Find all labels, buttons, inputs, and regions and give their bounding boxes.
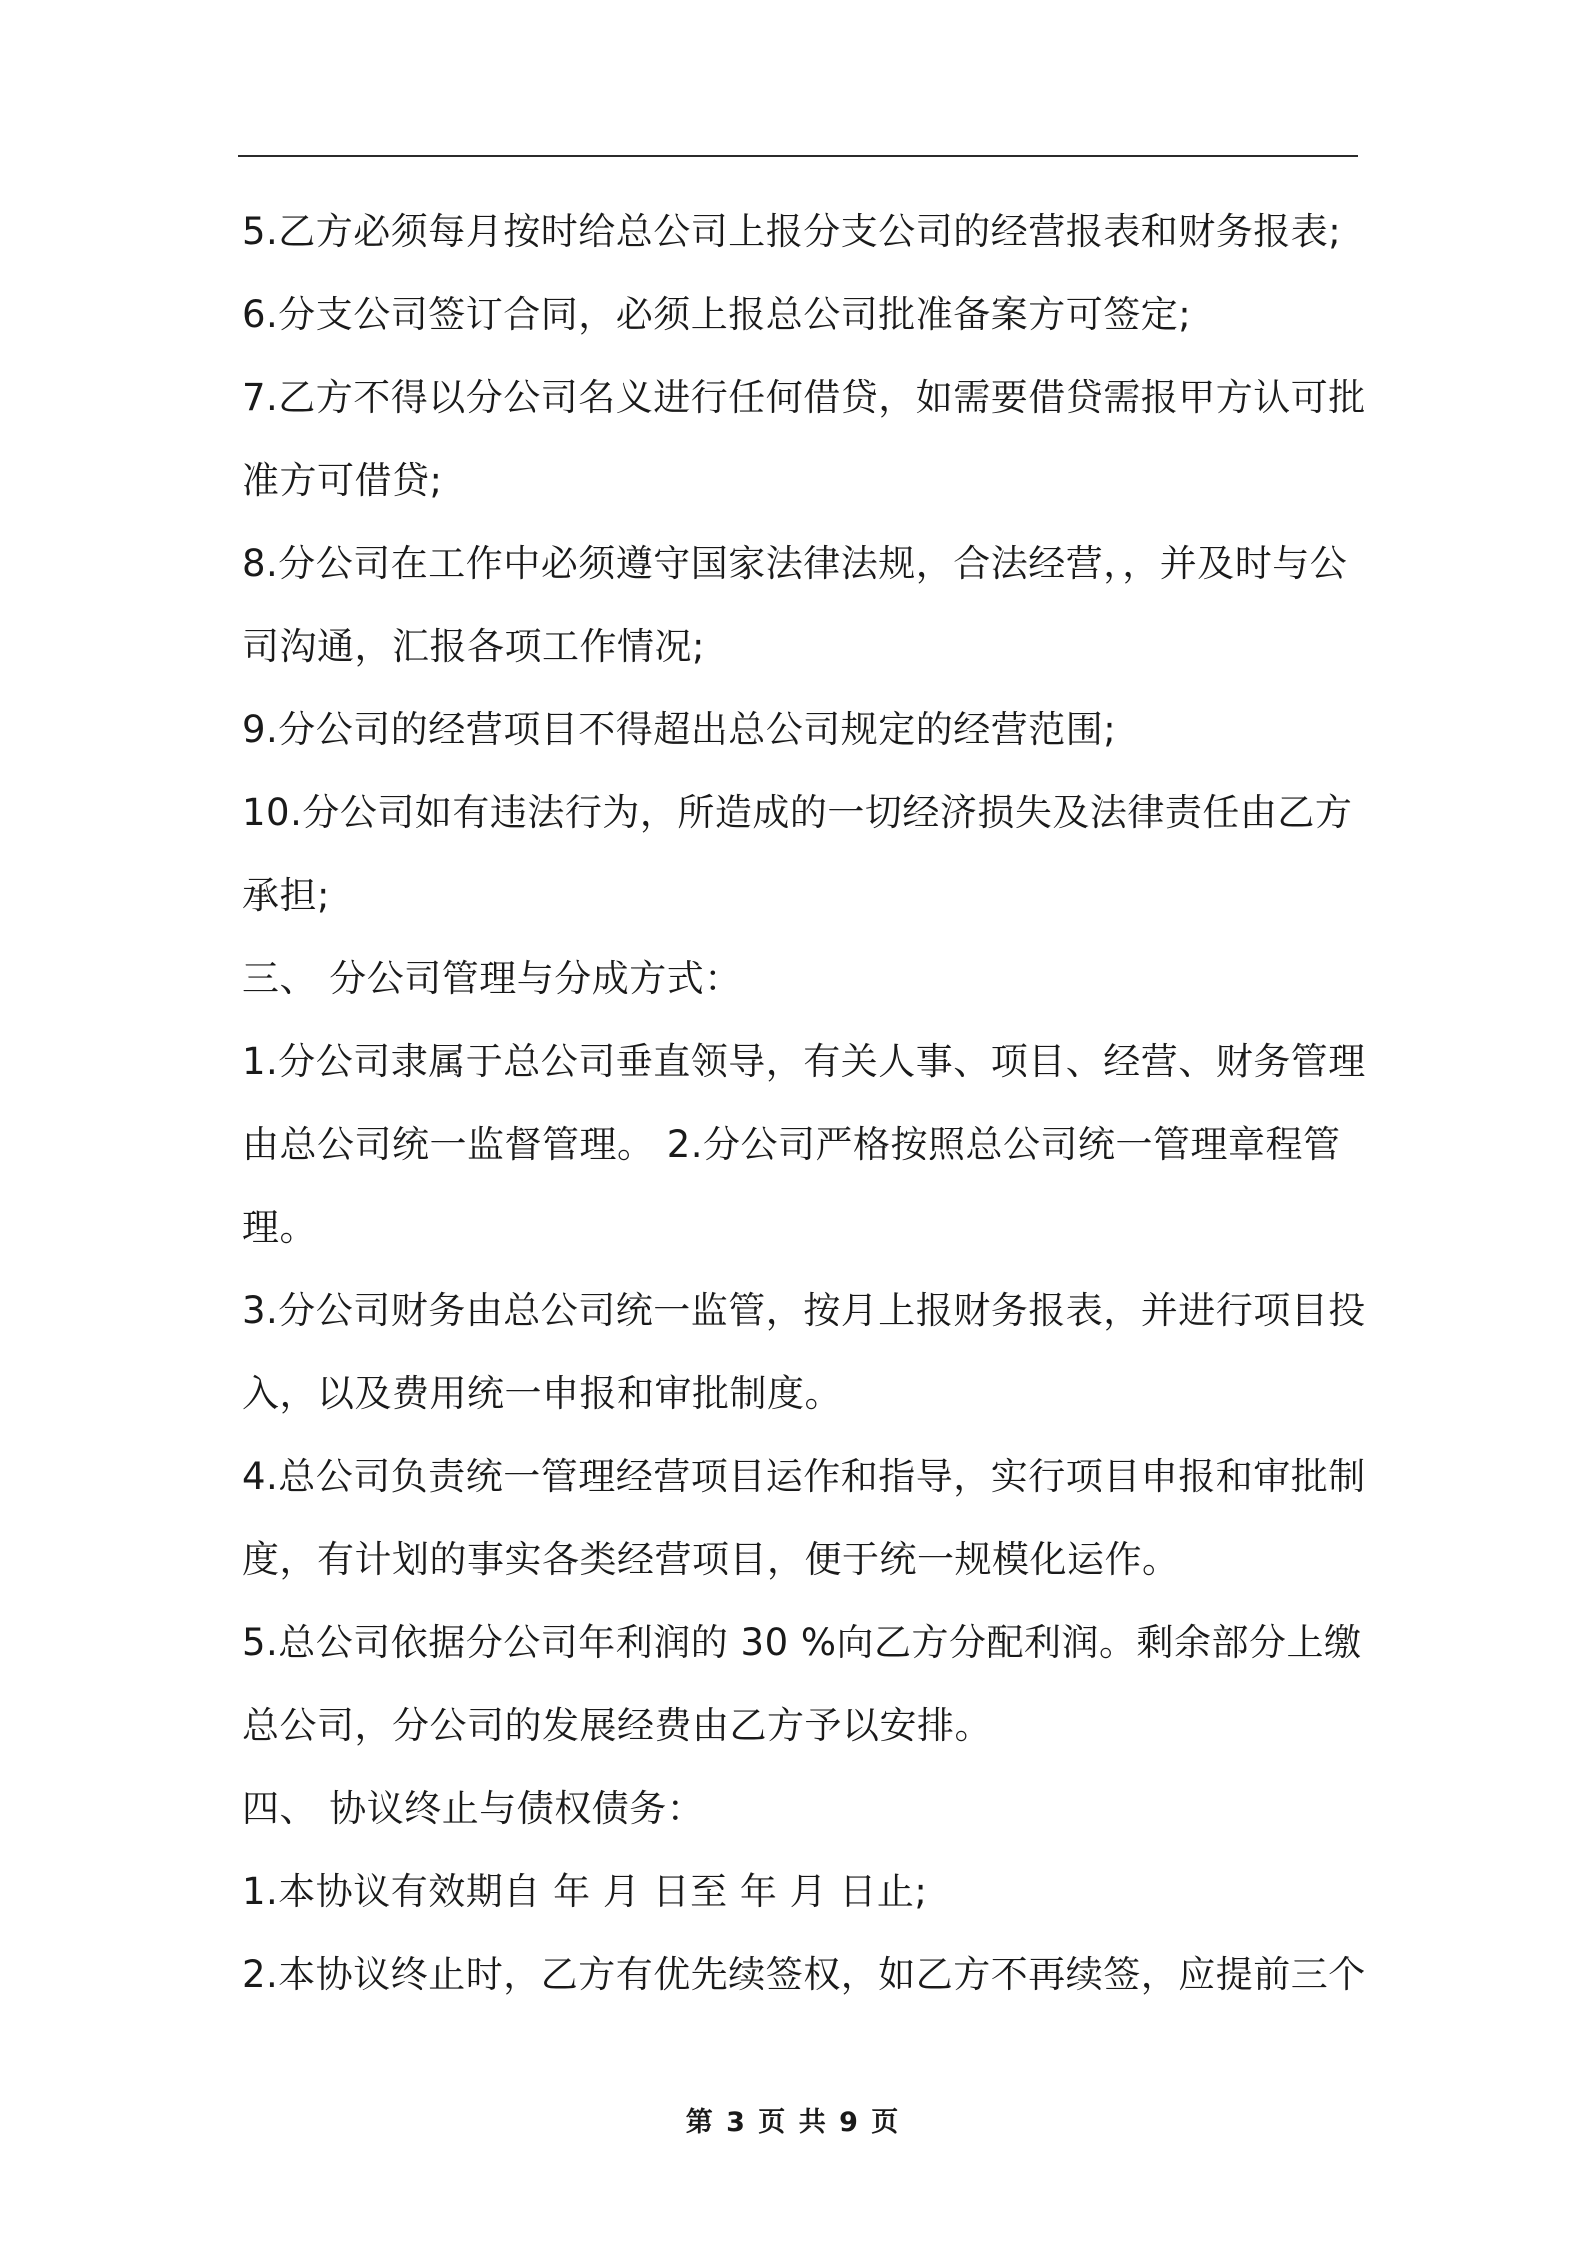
text-line: 7.乙方不得以分公司名义进行任何借贷，如需要借贷需报甲方认可批 <box>242 376 1366 419</box>
text-line: 3.分公司财务由总公司统一监管，按月上报财务报表，并进行项目投 <box>242 1289 1366 1332</box>
text-line: 8.分公司在工作中必须遵守国家法律法规，合法经营，，并及时与公 <box>242 542 1348 585</box>
text-line: 4.总公司负责统一管理经营项目运作和指导，实行项目申报和审批制 <box>242 1455 1366 1498</box>
text-line: 5.总公司依据分公司年利润的 30 %向乙方分配利润。剩余部分上缴 <box>242 1621 1362 1664</box>
text-line: 10.分公司如有违法行为，所造成的一切经济损失及法律责任由乙方 <box>242 791 1353 834</box>
page-number-footer: 第 3 页 共 9 页 <box>685 2107 901 2138</box>
text-line: 度，有计划的事实各类经营项目，便于统一规模化运作。 <box>242 1538 1180 1581</box>
section-heading: 四、 协议终止与债权债务： <box>242 1787 705 1830</box>
text-line: 理。 <box>242 1206 317 1249</box>
text-line: 司沟通，汇报各项工作情况; <box>242 625 705 668</box>
text-line: 总公司，分公司的发展经费由乙方予以安排。 <box>242 1704 992 1747</box>
text-line: 9.分公司的经营项目不得超出总公司规定的经营范围; <box>242 708 1117 751</box>
text-line: 6.分支公司签订合同，必须上报总公司批准备案方可签定; <box>242 293 1192 336</box>
text-line: 入，以及费用统一申报和审批制度。 <box>242 1372 842 1415</box>
text-line: 承担; <box>242 874 330 917</box>
text-line: 准方可借贷; <box>242 459 443 502</box>
document-body <box>242 190 1366 2016</box>
text-line: 由总公司统一监督管理。 2.分公司严格按照总公司统一管理章程管 <box>242 1123 1341 1166</box>
section-heading: 三、 分公司管理与分成方式： <box>242 957 742 1000</box>
text-line: 1.本协议有效期自 年 月 日至 年 月 日止; <box>242 1870 928 1913</box>
text-line: 5.乙方必须每月按时给总公司上报分支公司的经营报表和财务报表; <box>242 210 1342 253</box>
text-line: 2.本协议终止时，乙方有优先续签权，如乙方不再续签，应提前三个 <box>242 1953 1366 1996</box>
header-divider <box>238 155 1358 157</box>
text-line: 1.分公司隶属于总公司垂直领导，有关人事、项目、经营、财务管理 <box>242 1040 1366 1083</box>
